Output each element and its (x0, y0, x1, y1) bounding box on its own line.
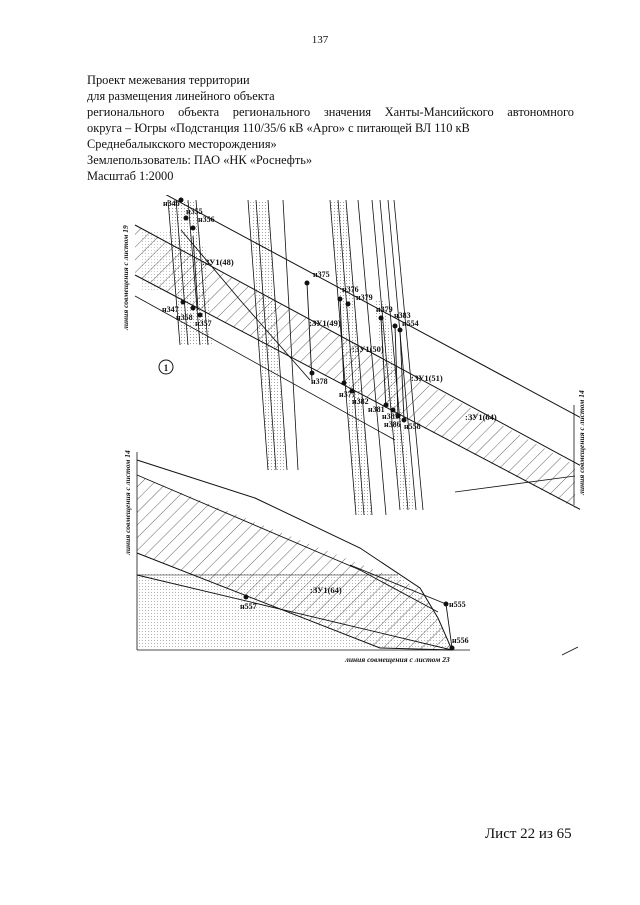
point-label: н347 (162, 305, 179, 314)
point-label: н375 (313, 270, 330, 279)
point-label: н383 (394, 311, 411, 320)
point-marker (305, 281, 310, 286)
circle-marker (159, 360, 173, 374)
alignment-label: линия совмещения с листом 19 (121, 225, 130, 330)
point-marker (379, 316, 384, 321)
alignment-label: линия совмещения с листом 14 (123, 450, 132, 555)
point-label: н379 (376, 305, 393, 314)
point-label: н378 (311, 377, 328, 386)
sheet-number: Лист 22 из 65 (485, 826, 572, 842)
point-marker (310, 371, 315, 376)
point-label: н387 (382, 412, 399, 421)
parcel-label: :ЗУ1(51) (411, 373, 443, 383)
parcel-label: :ЗУ1(48) (202, 257, 234, 267)
parcel-label: :ЗУ1(64) (310, 585, 342, 595)
point-label: н376 (342, 285, 359, 294)
point-marker (184, 216, 189, 221)
alignment-label: линия совмещения с листом 23 (345, 655, 450, 664)
land-user: Землепользователь: ПАО «НК «Роснефть» (87, 153, 313, 167)
point-label: н377 (339, 390, 356, 399)
point-label: н357 (195, 319, 212, 328)
point-marker (181, 300, 186, 305)
page-number: 137 (311, 34, 329, 46)
title-line: Среднебалыкского месторождения» (87, 137, 277, 151)
point-label: н382 (352, 397, 369, 406)
point-label: н555 (449, 600, 466, 609)
point-label: н358 (176, 313, 193, 322)
point-marker (191, 306, 196, 311)
point-label: н355 (186, 207, 203, 216)
point-marker (191, 226, 196, 231)
scale: Масштаб 1:2000 (87, 169, 174, 183)
point-marker (342, 381, 347, 386)
point-label: н356 (198, 215, 215, 224)
parcel-label: :ЗУ1(64) (465, 412, 497, 422)
point-label: н386 (384, 420, 401, 429)
parcel-label: :ЗУ1(49) (309, 318, 341, 328)
point-label: н381 (368, 405, 385, 414)
parcel-label: :ЗУ1(50) (352, 344, 384, 354)
point-marker (393, 324, 398, 329)
point-marker (346, 302, 351, 307)
title-line: регионального объекта регионального значения Ханты-Мансийского автономного (87, 105, 574, 119)
point-marker (398, 328, 403, 333)
svg-text:1: 1 (163, 363, 169, 373)
point-label: н346 (163, 199, 180, 208)
point-label: н554 (402, 319, 419, 328)
point-marker (198, 313, 203, 318)
title-line: Проект межевания территории (87, 73, 250, 87)
point-label: н556 (452, 636, 469, 645)
point-marker (338, 297, 343, 302)
title-line: для размещения линейного объекта (87, 89, 275, 103)
point-label: н557 (240, 602, 257, 611)
title-line: округа – Югры «Подстанция 110/35/6 кВ «Арго» с питающей ВЛ 110 кВ (87, 121, 470, 135)
alignment-label: линия совмещения с листом 14 (577, 390, 586, 495)
point-label: н558 (404, 422, 421, 431)
point-label: н379 (356, 293, 373, 302)
